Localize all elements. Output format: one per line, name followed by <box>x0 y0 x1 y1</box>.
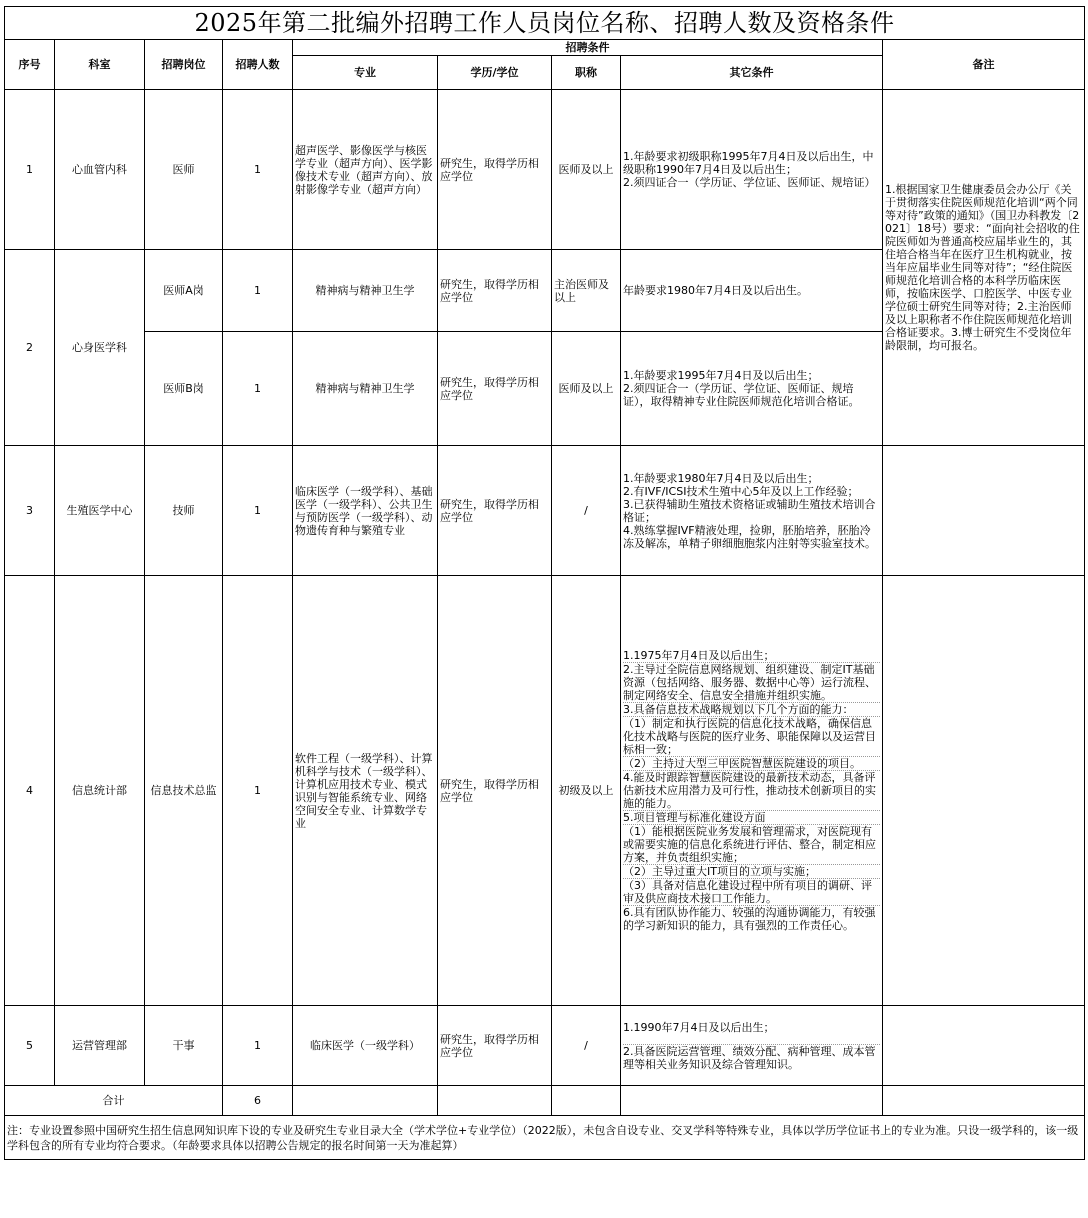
row-rank: / <box>552 1006 621 1086</box>
condition-line: 4.能及时跟踪智慧医院建设的最新技术动态，具备评估新技术应用潜力及可行性，推动技术创新项目的实施的能力。 <box>623 771 880 811</box>
row-other <box>621 1006 883 1086</box>
row-dept: 信息统计部 <box>55 576 145 1006</box>
condition-line: （2）主持过大型三甲医院智慧医院建设的项目。 <box>623 757 880 771</box>
header-conditions: 招聘条件 <box>293 40 883 56</box>
header-remark: 备注 <box>883 40 1085 90</box>
total-empty <box>621 1086 883 1116</box>
row-post: 干事 <box>145 1006 223 1086</box>
row-seq: 4 <box>5 576 55 1006</box>
condition-line: （1）能根据医院业务发展和管理需求，对医院现有或需要实施的信息化系统进行评估、整合，制定相应方案，并负责组织实施； <box>623 825 880 865</box>
row-major: 精神病与精神卫生学 <box>293 250 438 332</box>
total-empty <box>552 1086 621 1116</box>
row-other: 1.年龄要求初级职称1995年7月4日及以后出生，中级职称1990年7月4日及以后出生； 2.须四证合一（学历证、学位证、医师证、规培证） <box>621 90 883 250</box>
row-remark <box>883 1006 1085 1086</box>
total-empty <box>883 1086 1085 1116</box>
row-major: 临床医学（一级学科） <box>293 1006 438 1086</box>
row-other <box>621 576 883 1006</box>
row-major: 临床医学（一级学科）、基础医学（一级学科）、公共卫生与预防医学（一级学科）、动物遗传育种与繁殖专业 <box>293 446 438 576</box>
total-empty <box>438 1086 552 1116</box>
row-post: 医师B岗 <box>145 332 223 446</box>
row-seq: 1 <box>5 90 55 250</box>
condition-line: 5.项目管理与标准化建设方面 <box>623 811 880 825</box>
row-degree: 研究生，取得学历相应学位 <box>438 250 552 332</box>
table-row <box>5 1006 1085 1086</box>
condition-line: 1.1975年7月4日及以后出生； <box>623 649 880 663</box>
condition-line: 6.具有团队协作能力、较强的沟通协调能力，有较强的学习新知识的能力，具有强烈的工作责任心。 <box>623 906 876 932</box>
row-other: 1.年龄要求1995年7月4日及以后出生； 2.须四证合一（学历证、学位证、医师证、规培证），取得精神专业住院医师规范化培训合格证。 <box>621 332 883 446</box>
total-label: 合计 <box>5 1086 223 1116</box>
table-row <box>5 446 1085 576</box>
recruitment-table <box>4 6 1085 1160</box>
row-rank: 医师及以上 <box>552 332 621 446</box>
condition-line: （2）主导过重大IT项目的立项与实施； <box>623 865 880 879</box>
row-count: 1 <box>223 90 293 250</box>
header-seq: 序号 <box>5 40 55 90</box>
row-other: 1.年龄要求1980年7月4日及以后出生； 2.有IVF/ICSI技术生殖中心5年及以上工作经验； 3.已获得辅助生殖技术资格证或辅助生殖技术培训合格证； 4.熟练掌握IVF精液处理，捡卵，胚胎培养，胚胎冷冻及解冻，单精子卵细胞胞浆内注射等实验室技术。 <box>621 446 883 576</box>
condition-line: （1）制定和执行医院的信息化技术战略，确保信息化技术战略与医院的医疗业务、职能保障以及运营目标相一致； <box>623 717 880 757</box>
row-dept: 心身医学科 <box>55 250 145 446</box>
condition-line: （3）具备对信息化建设过程中所有项目的调研、评审及供应商技术接口工作能力。 <box>623 879 880 906</box>
footnote: 注：专业设置参照中国研究生招生信息网知识库下设的专业及研究生专业目录大全（学术学位+专业学位）（2022版），未包含自设专业、交叉学科等特殊专业，具体以学历学位证书上的专业为准。只设一级学科的，该一级学科包含的所有专业均符合要求。（年龄要求具体以招聘公告规定的报名时间第一天为准起算） <box>5 1116 1085 1160</box>
row-major: 软件工程（一级学科）、计算机科学与技术（一级学科）、计算机应用技术专业、模式识别与智能系统专业、网络空间安全专业、计算数学专业 <box>293 576 438 1006</box>
row-degree: 研究生，取得学历相应学位 <box>438 576 552 1006</box>
row-seq: 3 <box>5 446 55 576</box>
row-count: 1 <box>223 576 293 1006</box>
condition-line: 2.具备医院运营管理、绩效分配、病种管理、成本管理等相关业务知识及综合管理知识。 <box>623 1044 876 1071</box>
remark-merged: 1.根据国家卫生健康委员会办公厅《关于贯彻落实住院医师规范化培训“两个同等对待”政策的通知》（国卫办科教发〔2021〕18号）要求：“面向社会招收的住院医师如为普通高校应届毕业生的，其住培合格当年在医疗卫生机构就业，按当年应届毕业生同等对待”；“经住院医师规范化培训合格的本科学历临床医师，按临床医学、口腔医学、中医专业学位硕士研究生同等对待；2.主治医师及以上职称者不作住院医师规范化培训合格证要求。3.博士研究生不受岗位年龄限制，均可报名。 <box>883 90 1085 446</box>
row-post: 信息技术总监 <box>145 576 223 1006</box>
header-degree: 学历/学位 <box>438 56 552 90</box>
row-rank: 医师及以上 <box>552 90 621 250</box>
condition-line: 1.1990年7月4日及以后出生； <box>623 1021 880 1045</box>
row-post: 医师A岗 <box>145 250 223 332</box>
row-major: 超声医学、影像医学与核医学专业（超声方向）、医学影像技术专业（超声方向）、放射影像学专业（超声方向） <box>293 90 438 250</box>
header-post: 招聘岗位 <box>145 40 223 90</box>
total-count: 6 <box>223 1086 293 1116</box>
condition-line: 3.具备信息技术战略规划以下几个方面的能力： <box>623 703 880 717</box>
row-count: 1 <box>223 250 293 332</box>
row-rank: 主治医师及以上 <box>552 250 621 332</box>
total-empty <box>293 1086 438 1116</box>
table-row <box>5 90 1085 250</box>
total-row <box>5 1086 1085 1116</box>
row-other: 年龄要求1980年7月4日及以后出生。 <box>621 250 883 332</box>
header-major: 专业 <box>293 56 438 90</box>
row-seq: 5 <box>5 1006 55 1086</box>
row-major: 精神病与精神卫生学 <box>293 332 438 446</box>
sheet-title: 2025年第二批编外招聘工作人员岗位名称、招聘人数及资格条件 <box>5 7 1085 40</box>
row-degree: 研究生，取得学历相应学位 <box>438 1006 552 1086</box>
row-rank: 初级及以上 <box>552 576 621 1006</box>
row-degree: 研究生，取得学历相应学位 <box>438 90 552 250</box>
row-remark <box>883 446 1085 576</box>
header-count: 招聘人数 <box>223 40 293 90</box>
row-count: 1 <box>223 332 293 446</box>
table-row <box>5 576 1085 1006</box>
header-dept: 科室 <box>55 40 145 90</box>
row-count: 1 <box>223 446 293 576</box>
row-count: 1 <box>223 1006 293 1086</box>
row-degree: 研究生，取得学历相应学位 <box>438 446 552 576</box>
row-remark <box>883 576 1085 1006</box>
header-other: 其它条件 <box>621 56 883 90</box>
row-rank: / <box>552 446 621 576</box>
row-degree: 研究生，取得学历相应学位 <box>438 332 552 446</box>
row-post: 技师 <box>145 446 223 576</box>
header-rank: 职称 <box>552 56 621 90</box>
row-dept: 运营管理部 <box>55 1006 145 1086</box>
recruitment-sheet <box>4 6 1084 1160</box>
row-post: 医师 <box>145 90 223 250</box>
row-seq: 2 <box>5 250 55 446</box>
condition-line: 2.主导过全院信息网络规划、组织建设、制定IT基础资源（包括网络、服务器、数据中心等）运行流程、制定网络安全、信息安全措施并组织实施。 <box>623 663 880 703</box>
row-dept: 心血管内科 <box>55 90 145 250</box>
row-dept: 生殖医学中心 <box>55 446 145 576</box>
